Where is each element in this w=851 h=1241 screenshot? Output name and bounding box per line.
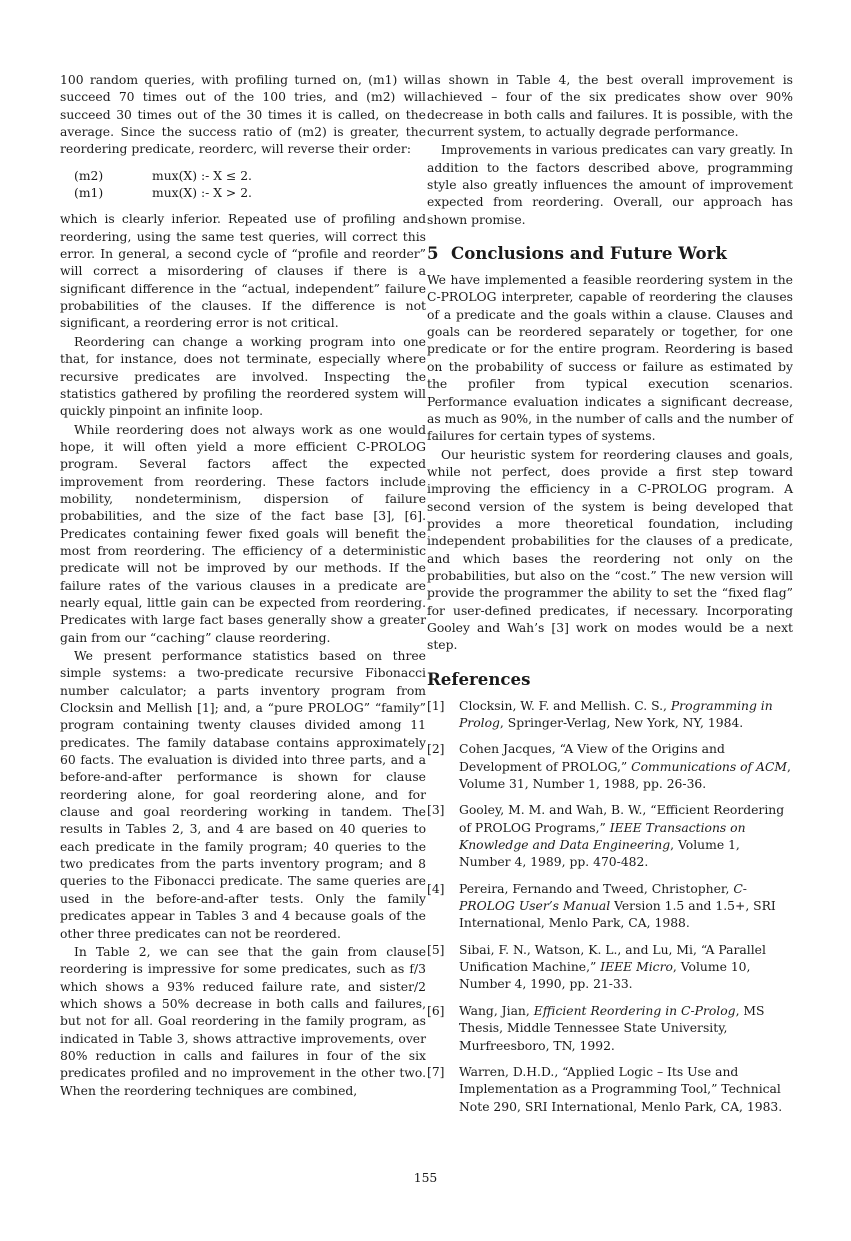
reference-number: [3] [427, 803, 445, 818]
reference-item [427, 1003, 793, 1055]
clause-label: (m2) [74, 168, 104, 183]
paragraph: We have implemented a feasible reordering system in the C-PROLOG interpreter, capable of reordering the clauses of a predicate and the goals within a clause. Clauses and goals can be reordered separately or together, for one predicate or for the entire program. Reordering is based on the probability of success or failure as estimated by the profiler from typical execution scenarios. Performance evaluation indicates a significant decrease, as much as 90%, in the number of calls and the number of failures for certain types of systems. [427, 273, 793, 444]
reference-title: C-PROLOG User’s Manual [459, 881, 747, 914]
reference-number: [4] [427, 881, 445, 896]
reference-text-part: , Volume 1, Number 4, 1989, pp. 470-482. [459, 838, 740, 870]
reference-text-part: Sibai, F. N., Watson, K. L., and Lu, Mi, “A Parallel Unification Machine,” [459, 942, 766, 975]
reference-text [459, 942, 793, 994]
section-number: 5 [427, 243, 439, 264]
clause-line [60, 185, 426, 202]
clause-listing [60, 168, 426, 203]
left-column [60, 72, 426, 1100]
reference-title: Efficient Reordering in C-Prolog [533, 1003, 736, 1018]
reference-text-part: Warren, D.H.D., “Applied Logic – Its Use and Implementation as a Programming Tool,” Technical Note 290, SRI International, Menlo Park, CA, 1983. [459, 1064, 783, 1114]
reference-text-part: , MS Thesis, Middle Tennessee State University, Murfreesboro, TN, 1992. [459, 1003, 765, 1053]
reference-title: IEEE Transactions on Knowledge and Data Engineering [459, 820, 746, 853]
reference-text [459, 698, 793, 733]
reference-item [427, 741, 793, 793]
reference-text-part: Clocksin, W. F. and Mellish. C. S., [459, 698, 671, 713]
section-heading [427, 242, 793, 264]
paragraph: as shown in Table 4, the best overall improvement is achieved – four of the six predicates show over 90% decrease in both calls and failures. It is possible, with the current system, to actually degrade performance. [427, 73, 793, 140]
reference-item [427, 942, 793, 994]
right-column [427, 72, 793, 1125]
reference-text [459, 881, 793, 933]
paragraph: Reordering can change a working program into one that, for instance, does not terminate, especially where recursive predicates are involved. Inspecting the statistics gathered by profiling the reordered system will quickly pinpoint an infinite loop. [60, 334, 426, 419]
reference-text-part: , Volume 10, Number 4, 1990, pp. 21-33. [459, 960, 751, 992]
reference-number: [6] [427, 1003, 445, 1018]
reference-title: Communications of ACM [631, 759, 788, 774]
paragraph: which is clearly inferior. Repeated use of profiling and reordering, using the same test queries, will correct this error. In general, a second cycle of “profile and reorder” will correct a misordering of clauses if there is a significant difference in the “actual, independent” failure probabilities of the clauses. If the difference is not significant, a reordering error is not critical. [60, 212, 426, 331]
reference-number: [5] [427, 942, 445, 957]
reference-item [427, 802, 793, 871]
reference-item [427, 1064, 793, 1116]
reference-item [427, 698, 793, 733]
clause-code: mux(X) :- X ≤ 2. [152, 168, 252, 183]
reference-text [459, 1064, 793, 1116]
reference-number: [7] [427, 1064, 445, 1079]
references-heading: References [427, 668, 531, 689]
clause-code: mux(X) :- X > 2. [152, 186, 252, 201]
reference-list [427, 698, 793, 1116]
reference-text-part: Wang, Jian, [459, 1003, 534, 1018]
reference-text-part: Pereira, Fernando and Tweed, Christopher, [459, 881, 734, 896]
reference-text-part: , Springer-Verlag, New York, NY, 1984. [499, 716, 744, 730]
reference-title: Programming in Prolog [459, 698, 773, 730]
reference-text-part: , Volume 31, Number 1, 1988, pp. 26-36. [459, 759, 791, 792]
paragraph: We present performance statistics based on three simple systems: a two-predicate recursive Fibonacci number calculator; a parts inventory program from Clocksin and Mellish [1]; and, a “pure PROLOG” “family” program containing twenty clauses divided among 11 predicates. The family database contains approximately 60 facts. The evaluation is divided into three parts, and a before-and-after performance is shown for clause reordering alone, for goal reordering alone, and for clause and goal reordering working in tandem. The results in Tables 2, 3, and 4 are based on 40 queries to each predicate in the family program; 40 queries to the two predicates from the parts inventory program; and 8 queries to the Fibonacci predicate. The same queries are used in the before-and-after tests. Only the family predicates appear in Tables 3 and 4 because goals of the other three predicates can not be reordered. [60, 649, 426, 941]
reference-number: [1] [427, 698, 445, 713]
page-number: 155 [413, 1171, 438, 1185]
reference-item [427, 881, 793, 933]
reference-number: [2] [427, 742, 445, 757]
clause-line [60, 168, 426, 185]
paragraph: 100 random queries, with profiling turned on, (m1) will succeed 70 times out of the 100 tries, and (m2) will succeed 30 times out of the 30 times it is called, on the average. Since the success ratio of (m2) is greater, the reordering predicate, reorderc, will reverse their order: [60, 73, 426, 157]
reference-text-part: Cohen Jacques, “A View of the Origins and Development of PROLOG,” [459, 742, 725, 774]
reference-text-part: Version 1.5 and 1.5+, SRI International, Menlo Park, CA, 1988. [459, 899, 776, 931]
reference-text [459, 802, 793, 871]
reference-text [459, 741, 793, 793]
paragraph: While reordering does not always work as one would hope, it will often yield a more efficient C-PROLOG program. Several factors affect the expected improvement from reordering. These factors include mobility, nondeterminism, dispersion of failure probabilities, and the size of the fact base [3], [6]. Predicates containing fewer fixed goals will benefit the most from reordering. The efficiency of a deterministic predicate will not be improved by our methods. If the failure rates of the various clauses in a predicate are nearly equal, little gain can be expected from reordering. Predicates with large fact bases generally show a greater gain from our “caching” clause reordering. [60, 422, 426, 645]
paragraph: In Table 2, we can see that the gain from clause reordering is impressive for some predicates, such as f/3 which shows a 93% reduced failure rate, and sister/2 which shows a 50% decrease in both calls and failures, but not for all. Goal reordering in the family program, as indicated in Table 3, shows attractive improvements, over 80% reduction in calls and failures in four of the six predicates profiled and no improvement in the other two. When the reordering techniques are combined, [60, 944, 426, 1098]
section-title: Conclusions and Future Work [451, 243, 727, 264]
reference-text [459, 1003, 793, 1055]
reference-title: IEEE Micro [600, 960, 673, 975]
paragraph: Improvements in various predicates can vary greatly. In addition to the factors described above, programming style also greatly influences the amount of improvement expected from reordering. Overall, our approach has shown promise. [427, 143, 793, 227]
reference-text-part: Gooley, M. M. and Wah, B. W., “Efficient Reordering of PROLOG Programs,” [459, 803, 785, 835]
clause-label: (m1) [74, 186, 104, 201]
paragraph: Our heuristic system for reordering clauses and goals, while not perfect, does provide a first step toward improving the efficiency in a C-PROLOG program. A second version of the system is being developed that provides a more theoretical foundation, including independent probabilities for the clauses of a predicate, and which bases the reordering not only on the probabilities, but also on the “cost.” The new version will provide the programmer the ability to set the “fixed flag” for user-defined predicates, if necessary. Incorporating Gooley and Wah’s [3] work on modes would be a next step. [427, 447, 793, 653]
